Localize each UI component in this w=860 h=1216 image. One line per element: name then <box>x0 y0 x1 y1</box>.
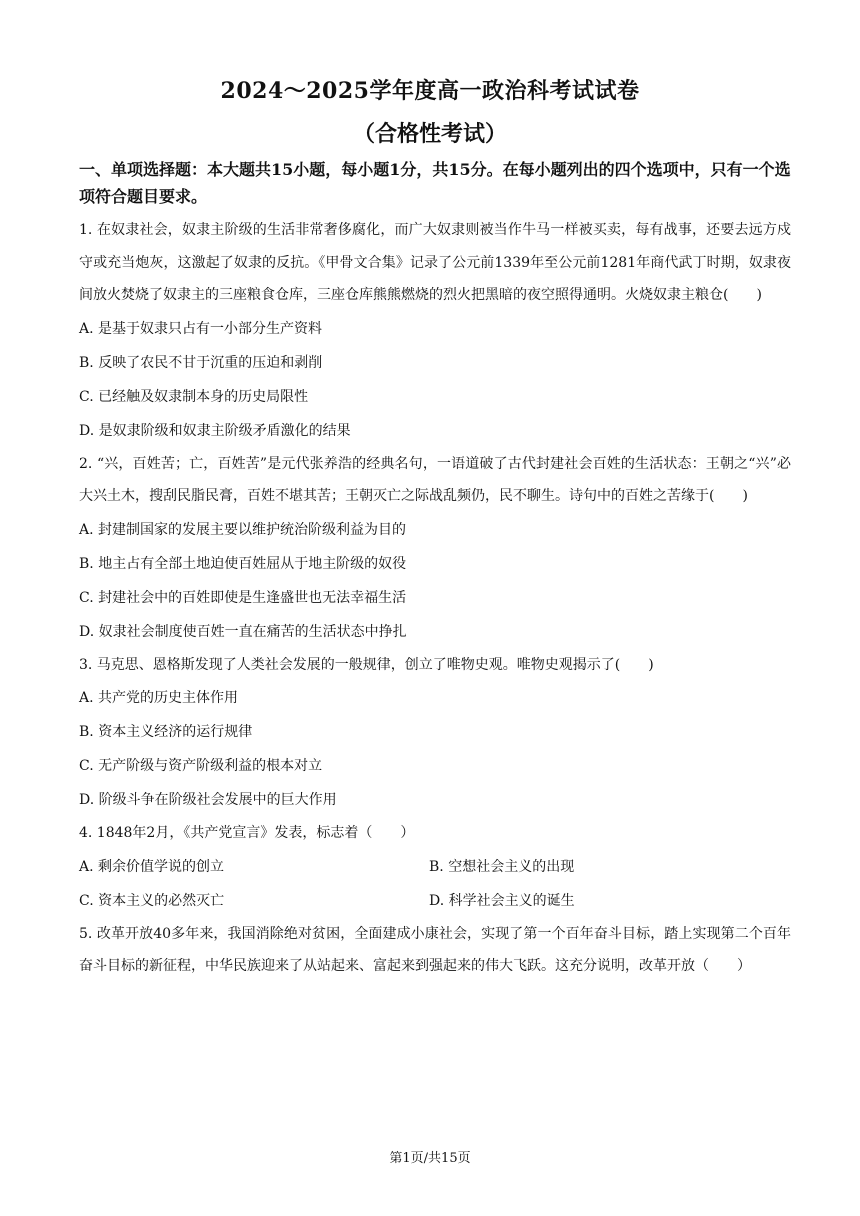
question-3 <box>79 649 791 818</box>
option-c: C. 已经触及奴隶制本身的历史局限性 <box>79 388 309 405</box>
question-5 <box>79 918 791 983</box>
option-b: B. 空想社会主义的出现 <box>429 858 575 875</box>
option-row <box>79 850 791 884</box>
option-a: A. 封建制国家的发展主要以维护统治阶级利益为目的 <box>79 521 407 538</box>
option-d: D. 奴隶社会制度使百姓一直在痛苦的生活状态中挣扎 <box>79 623 407 640</box>
question-2 <box>79 448 791 649</box>
option-d: D. 阶级斗争在阶级社会发展中的巨大作用 <box>79 792 337 808</box>
question-stem: 3. 马克思、恩格斯发现了人类社会发展的一般规律，创立了唯物史观。唯物史观揭示了( ) <box>79 656 654 673</box>
question-4 <box>79 817 791 918</box>
exam-subtitle: （合格性考试） <box>352 121 507 147</box>
option-c: C. 封建社会中的百姓即使是生逢盛世也无法幸福生活 <box>79 589 407 606</box>
option-a: A. 是基于奴隶只占有一小部分生产资料 <box>79 320 323 337</box>
question-stem: 2. “兴，百姓苦；亡，百姓苦”是元代张养浩的经典名句，一语道破了古代封建社会百姓的生活状态：王朝之“兴”必大兴土木，搜刮民脂民膏，百姓不堪其苦；王朝灭亡之际战乱频仍，民不聊生。诗句中的百姓之苦缘于( ) <box>79 455 791 504</box>
option-b: B. 反映了农民不甘于沉重的压迫和剥削 <box>79 354 323 371</box>
exam-title: 2024～2025学年度高一政治科考试试卷 <box>220 78 640 104</box>
question-1 <box>79 214 791 448</box>
option-d: D. 是奴隶阶级和奴隶主阶级矛盾激化的结果 <box>79 422 351 439</box>
exam-content <box>79 156 791 983</box>
option-c: C. 资本主义的必然灭亡 <box>79 892 225 909</box>
option-a: A. 剩余价值学说的创立 <box>79 858 225 875</box>
option-d: D. 科学社会主义的诞生 <box>429 892 575 909</box>
page-footer: 第1页/共15页 <box>389 1151 471 1166</box>
question-stem: 4. 1848年2月，《共产党宣言》发表，标志着（ ） <box>79 825 415 841</box>
section-heading: 一、单项选择题：本大题共15小题，每小题1分，共15分。在每小题列出的四个选项中，只有一个选项符合题目要求。 <box>79 160 791 206</box>
question-stem: 1. 在奴隶社会，奴隶主阶级的生活非常奢侈腐化，而广大奴隶则被当作牛马一样被买卖，每有战事，还要去远方戍守或充当炮灰，这激起了奴隶的反抗。《甲骨文合集》记录了公元前1339年至公元前1281年商代武丁时期，奴隶夜间放火焚烧了奴隶主的三座粮食仓库，三座仓库熊熊燃烧的烈火把黑暗的夜空照得通明。火烧奴隶主粮仓( ) <box>79 222 791 303</box>
option-b: B. 地主占有全部土地迫使百姓屈从于地主阶级的奴役 <box>79 555 407 572</box>
option-row <box>79 884 791 918</box>
question-stem: 5. 改革开放40多年来，我国消除绝对贫困，全面建成小康社会，实现了第一个百年奋斗目标，踏上实现第二个百年奋斗目标的新征程，中华民族迎来了从站起来、富起来到强起来的伟大飞跃。这充分说明，改革开放（ ） <box>79 925 791 974</box>
option-b: B. 资本主义经济的运行规律 <box>79 724 253 740</box>
option-c: C. 无产阶级与资产阶级利益的根本对立 <box>79 758 323 774</box>
option-a: A. 共产党的历史主体作用 <box>79 690 239 706</box>
